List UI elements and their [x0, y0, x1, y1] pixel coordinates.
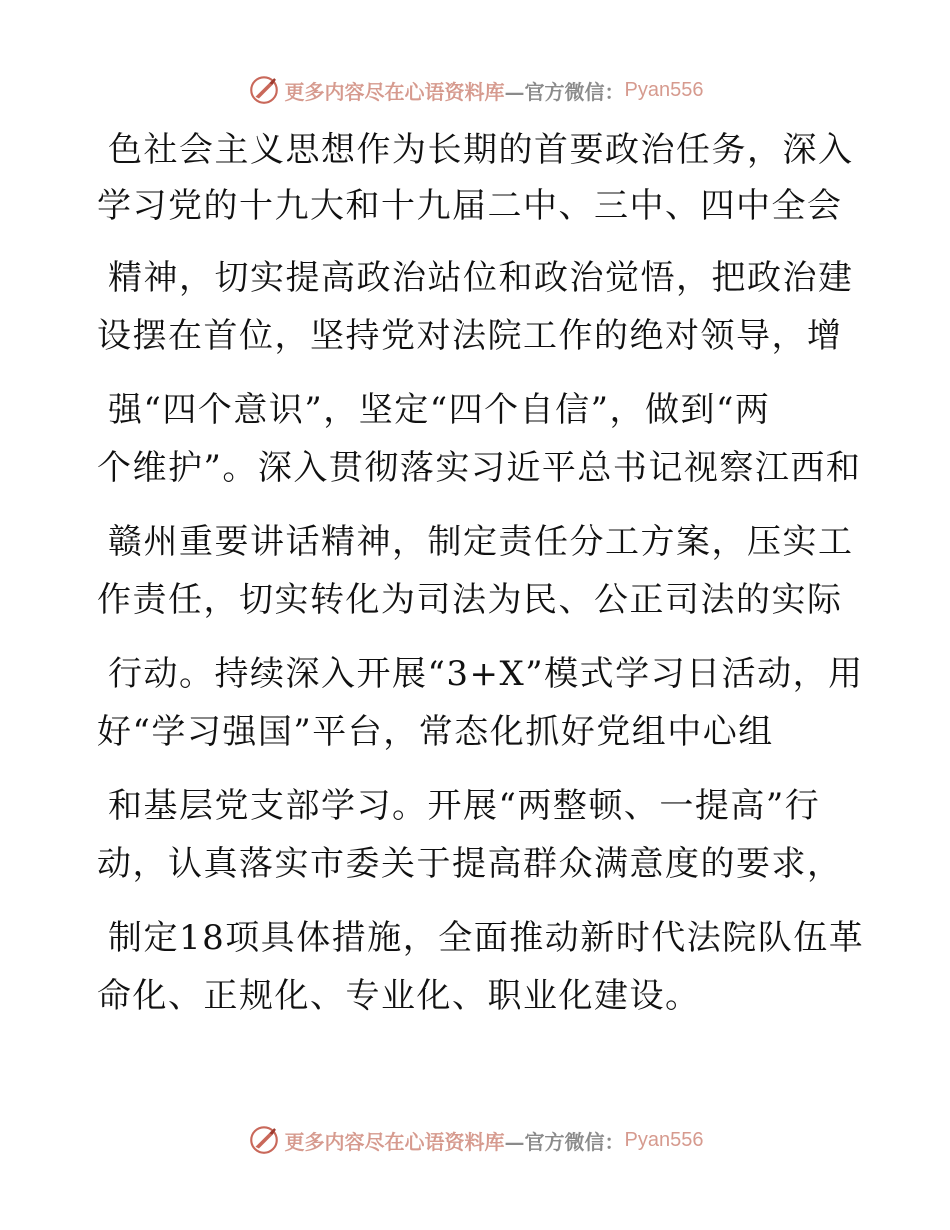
- footer-wechat-id: Pyan556: [624, 1128, 704, 1151]
- body-line-8: 作责任，切实转化为司法为民、公正司法的实际: [97, 580, 843, 620]
- body-line-2: 学习党的十九大和十九届二中、三中、四中全会: [97, 186, 843, 226]
- body-line-1: 色社会主义思想作为长期的首要政治任务，深入: [108, 130, 854, 170]
- pen-circle-logo-icon: [247, 73, 281, 107]
- footer-brand-text: 更多内容尽在心语资料库: [284, 1129, 505, 1154]
- body-line-6: 个维护”。深入贯彻落实习近平总书记视察江西和: [97, 448, 862, 488]
- pen-circle-logo-icon: [247, 1123, 281, 1157]
- footer-wechat-label: —官方微信：: [504, 1129, 625, 1154]
- header-wechat-label: —官方微信：: [504, 79, 625, 104]
- footer-watermark: [0, 1120, 950, 1160]
- body-line-5: 强“四个意识”，坚定“四个自信”，做到“两: [108, 390, 771, 430]
- body-line-14: 命化、正规化、专业化、职业化建设。: [97, 976, 701, 1016]
- body-line-9: 行动。持续深入开展“3+X”模式学习日活动，用: [108, 654, 864, 694]
- body-line-3: 精神，切实提高政治站位和政治觉悟，把政治建: [108, 258, 854, 298]
- body-line-7: 赣州重要讲话精神，制定责任分工方案，压实工: [108, 522, 854, 562]
- body-line-10: 好“学习强国”平台，常态化抓好党组中心组: [97, 712, 774, 752]
- header-wechat-id: Pyan556: [624, 78, 704, 101]
- body-line-11: 和基层党支部学习。开展“两整顿、一提高”行: [108, 786, 821, 826]
- header-brand-text: 更多内容尽在心语资料库: [284, 79, 505, 104]
- header-watermark: [0, 70, 950, 110]
- body-line-13: 制定18项具体措施，全面推动新时代法院队伍革: [108, 918, 865, 958]
- body-line-4: 设摆在首位，坚持党对法院工作的绝对领导，增: [97, 316, 843, 356]
- body-line-12: 动，认真落实市委关于提高群众满意度的要求，: [97, 844, 843, 884]
